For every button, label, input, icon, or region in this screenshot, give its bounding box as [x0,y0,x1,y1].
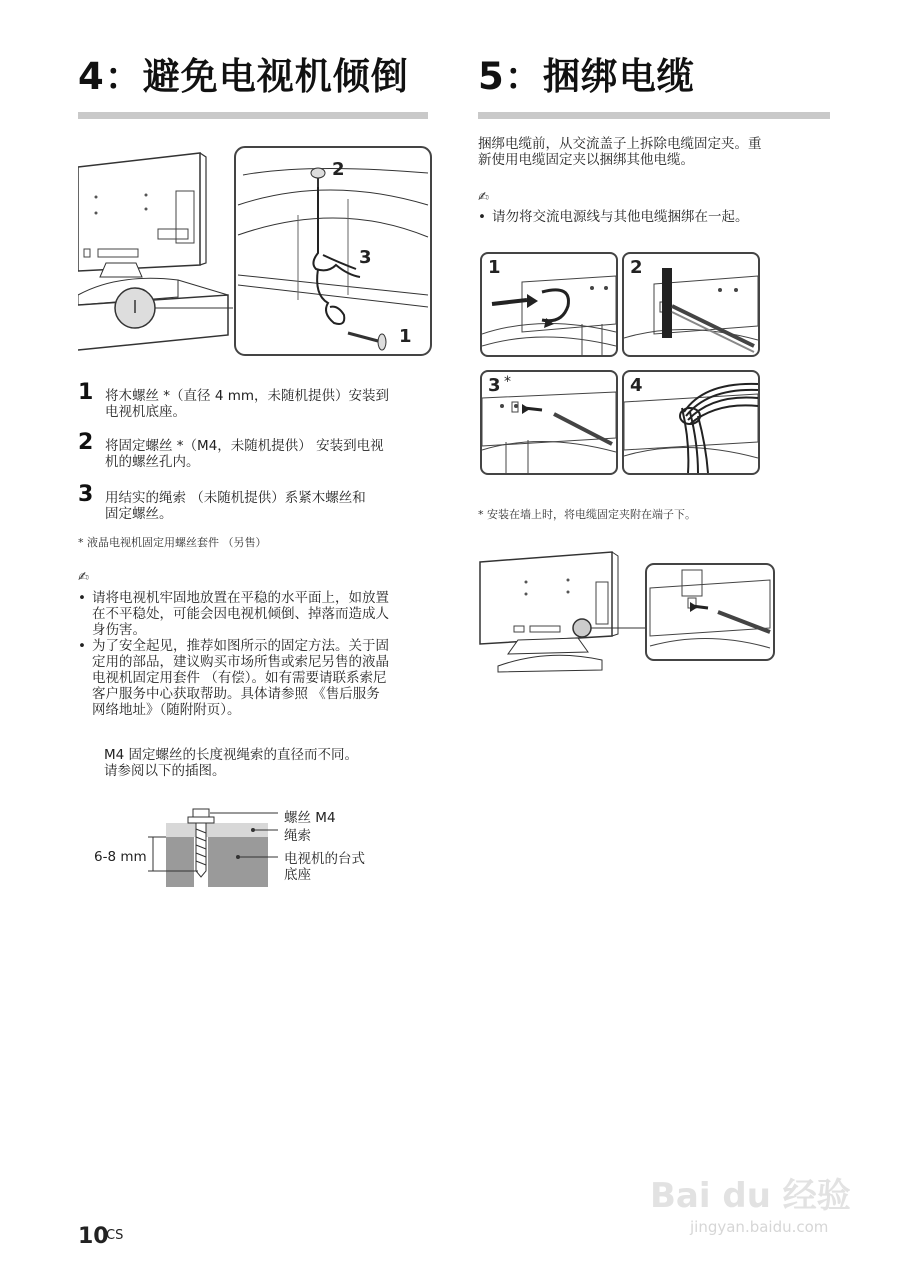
panel-3-number: 3 [488,375,501,396]
note-pencil-icon: ✍ [78,570,89,585]
section-5-title: 5：捆绑电缆 [478,55,695,98]
m4-screw-diagram [88,805,408,895]
right-note-list [478,209,838,225]
panel-2-number: 2 [630,257,643,278]
panel-1-number: 1 [488,257,501,278]
screw-label: 螺丝 M4 [284,810,336,826]
note-pencil-icon-2: ✍ [478,190,489,205]
rope-label: 绳索 [284,828,311,844]
step-2-text: 将固定螺丝 *（M4，未随机提供） 安装到电视 机的螺丝孔内。 [105,438,384,470]
step-3-number: 3 [78,482,94,507]
step-1-text: 将木螺丝 *（直径 4 mm，未随机提供）安装到 电视机底座。 [105,388,390,420]
baidu-watermark-url: jingyan.baidu.com [690,1218,829,1236]
cable-panel-1 [480,252,618,357]
cable-panel-2 [622,252,760,357]
callout-3: 3 [359,247,372,268]
section-4-title: 4：避免电视机倾倒 [78,55,409,98]
note-item: • 为了安全起见，推荐如图所示的固定方法。关于固 定用的部品，建议购买市场所售或索尼另售的液晶 电视机固定用套件 （有偿）。如有需要请联系索尼 客户服务中心获取帮助。具体请参照 《售后服务 网络地址》（随附附页）。 [78,638,438,718]
m4-note: M4 固定螺丝的长度视绳索的直径而不同。 请参阅以下的插图。 [104,747,359,779]
right-footnote: * 安装在墙上时，将电缆固定夹附在端子下。 [478,508,696,521]
step-2-number: 2 [78,430,94,455]
stand-label: 电视机的台式 底座 [284,851,365,883]
left-footnote: * 液晶电视机固定用螺丝套件 （另售） [78,536,267,549]
note-item: • 请将电视机牢固地放置在平稳的水平面上，如放置 在不平稳处，可能会因电视机倾倒、掉落而造成人 身伤害。 [78,590,438,638]
anti-tip-illustration [78,145,434,360]
section-4-rule [78,112,428,119]
panel-3-star: * [504,374,511,390]
anti-tip-figure [78,145,434,360]
callout-1: 1 [399,326,412,347]
baidu-watermark-logo: Bai du 经验 [650,1176,851,1216]
page-number-suffix: CS [106,1228,124,1243]
panel-4-number: 4 [630,375,643,396]
note-item: • 请勿将交流电源线与其他电缆捆绑在一起。 [478,209,838,225]
cable-intro: 捆绑电缆前，从交流盖子上拆除电缆固定夹。重 新使用电缆固定夹以捆绑其他电缆。 [478,136,762,168]
section-5-rule [478,112,830,119]
step-1-number: 1 [78,380,94,405]
cable-panel-4 [622,370,760,475]
page-number: 10 [78,1224,109,1249]
callout-2: 2 [332,159,345,180]
step-3-text: 用结实的绳索 （未随机提供）系紧木螺丝和 固定螺丝。 [105,490,366,522]
dim-label: 6-8 mm [94,849,147,865]
wall-mount-figure [478,548,778,673]
left-notes-list [78,590,438,718]
cable-panel-3 [480,370,618,475]
